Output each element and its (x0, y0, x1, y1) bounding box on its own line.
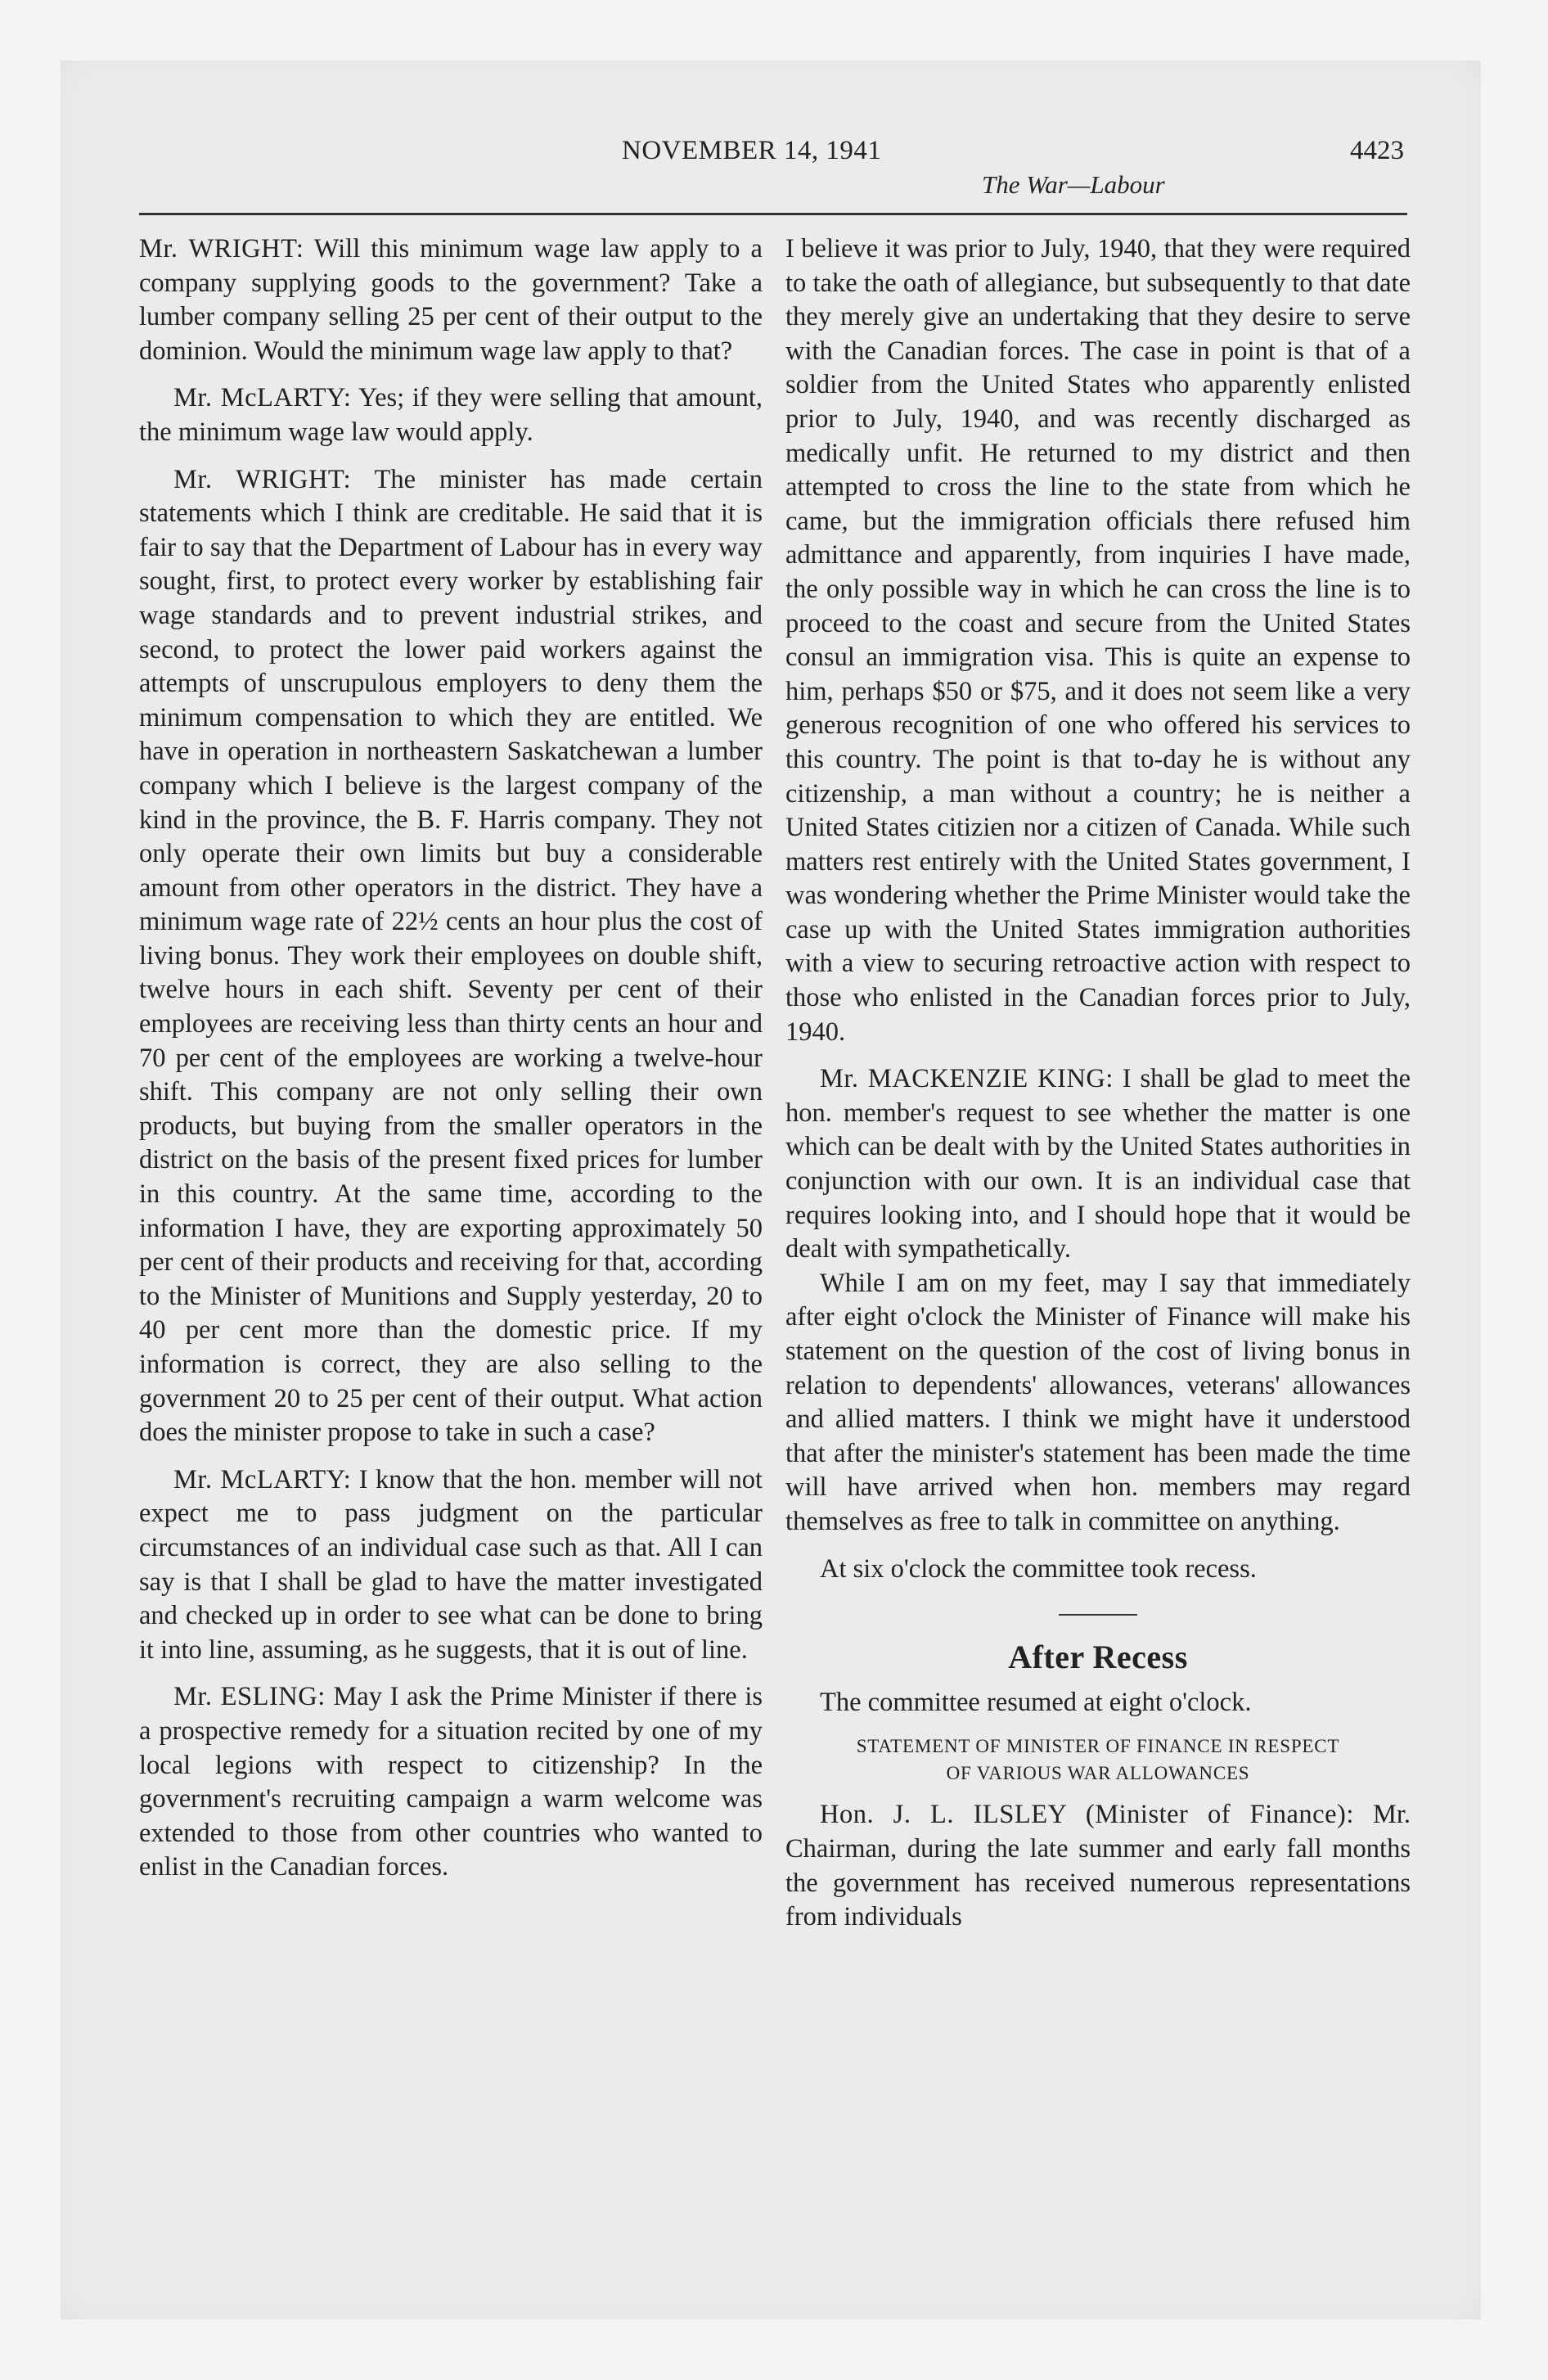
speech-text: Will this minimum wage law apply to a company supplying goods to the government? Take a lumber company selling 25 per cent of their output to the dominion. Would the minimum wage law apply to that? (139, 234, 763, 366)
speaker-name: Hon. J. L. ILSLEY (Minister of Finance): (820, 1800, 1354, 1830)
resumed-note: The committee resumed at eight o'clock. (820, 1687, 1252, 1717)
header-date: NOVEMBER 14, 1941 (622, 136, 882, 165)
recess-note: At six o'clock the committee took recess. (820, 1553, 1257, 1584)
speech-paragraph (139, 1680, 763, 1885)
after-recess-heading: After Recess (1008, 1639, 1188, 1676)
speech-text: I know that the hon. member will not expect me to pass judgment on the particular circumstances of an individual case such as that. All I can say is that I shall be glad to have the matter investigated and checked up in order to see what can be done to bring it into line, assuming, as he suggests, that it is out of line. (139, 1464, 763, 1665)
statement-heading (785, 1733, 1411, 1787)
section-divider (1059, 1614, 1137, 1616)
speaker-name: Mr. WRIGHT: (139, 234, 304, 264)
speech-paragraph (139, 381, 763, 449)
speech-text: I shall be glad to meet the hon. member's request to see whether the matter is one which can be dealt with by the United States authorities in conjunction with our own. It is an individual case that requires looking into, and I should hope that it would be dealt with sympathetically. (785, 1064, 1411, 1264)
right-column (785, 232, 1411, 1935)
speech-paragraph: While I am on my feet, may I say that immediately after eight o'clock the Minister of Finance will make his statement on the question of the cost of living bonus in relation to dependents' allowances, veterans' allowances and allied matters. I think we might have it understood that after the minister's statement has been made the time will have arrived when hon. members may regard themselves as free to talk in committee on anything. (785, 1268, 1411, 1536)
speaker-name: Mr. MACKENZIE KING: (820, 1064, 1114, 1094)
speech-paragraph (785, 1062, 1411, 1267)
statement-heading-line2: OF VARIOUS WAR ALLOWANCES (946, 1763, 1250, 1784)
speech-paragraph (139, 463, 763, 1450)
speech-paragraph (139, 1463, 763, 1668)
header-rule (139, 213, 1407, 215)
section-title: The War—Labour (982, 170, 1165, 199)
page-number: 4423 (1350, 136, 1404, 165)
speech-text: Yes; if they were selling that amount, the minimum wage law would apply. (139, 383, 763, 447)
speech-text: The minister has made certain statements which I think are creditable. He said that it is fair to say that the Department of Labour has in every way sought, first, to protect every worker by establishing fair wage standards and to prevent industrial strikes, and second, to protect the lower paid workers against the attempts of unscrupulous employers to deny them the minimum compensation to which they are entitled. We have in operation in northeastern Saskatchewan a lumber company which I believe is the largest company of the kind in the province, the B. F. Harris company. They not only operate their own limits but buy a considerable amount from other operators in the district. They have a minimum wage rate of 22½ cents an hour plus the cost of living bonus. They work their employees on double shift, twelve hours in each shift. Seventy per cent of their employees are receiving less than thirty cents an hour and 70 per cent of the employees are working a twelve-hour shift. This company are not only selling their own products, but buying from the smaller operators in the district on the basis of the present fixed prices for lumber in this country. At the same time, according to the information I have, they are exporting approximately 50 per cent of their products and receiving for that, according to the Minister of Munitions and Supply yesterday, 20 to 40 per cent more than the domestic price. If my information is correct, they are also selling to the government 20 to 25 per cent of their output. What action does the minister propose to take in such a case? (139, 464, 763, 1448)
speech-text: Mr. Chairman, during the late summer and early fall months the government has received numerous representations from individuals (785, 1800, 1411, 1932)
speaker-name: Mr. McLARTY: (173, 383, 352, 413)
speech-paragraph (785, 1798, 1411, 1934)
speaker-name: Mr. ESLING: (173, 1682, 326, 1712)
speech-text: May I ask the Prime Minister if there is a prospective remedy for a situation recited by one of my local legions with respect to citizenship? In the government's recruiting campaign a warm welcome was extended to those from other countries who wanted to enlist in the Canadian forces. (139, 1682, 763, 1882)
left-column (139, 232, 763, 1885)
speaker-name: Mr. McLARTY: (173, 1464, 352, 1494)
speech-paragraph (139, 232, 763, 368)
speaker-name: Mr. WRIGHT: (173, 464, 352, 494)
continued-speech: I believe it was prior to July, 1940, that they were required to take the oath of allegiance, but subsequently to that date they merely give an undertaking that they desire to serve with the Canadian forces. The case in point is that of a soldier from the United States who apparently enlisted prior to July, 1940, and was recently discharged as medically unfit. He returned to my district and then attempted to cross the line to the state from which he came, but the immigration officials there refused him admittance and apparently, from inquiries I have made, the only possible way in which he can cross the line is to proceed to the coast and secure from the United States consul an immigration visa. This is quite an expense to him, perhaps $50 or $75, and it does not seem like a very generous recognition of one who offered his services to this country. The point is that to-day he is without any citizenship, a man without a country; he is neither a United States citizien nor a citizen of Canada. While such matters rest entirely with the United States government, I was wondering whether the Prime Minister would take the case up with the United States immigration authorities with a view to securing retroactive action with respect to those who enlisted in the Canadian forces prior to July, 1940. (785, 234, 1411, 1047)
statement-heading-line1: STATEMENT OF MINISTER OF FINANCE IN RESPECT (856, 1736, 1340, 1757)
